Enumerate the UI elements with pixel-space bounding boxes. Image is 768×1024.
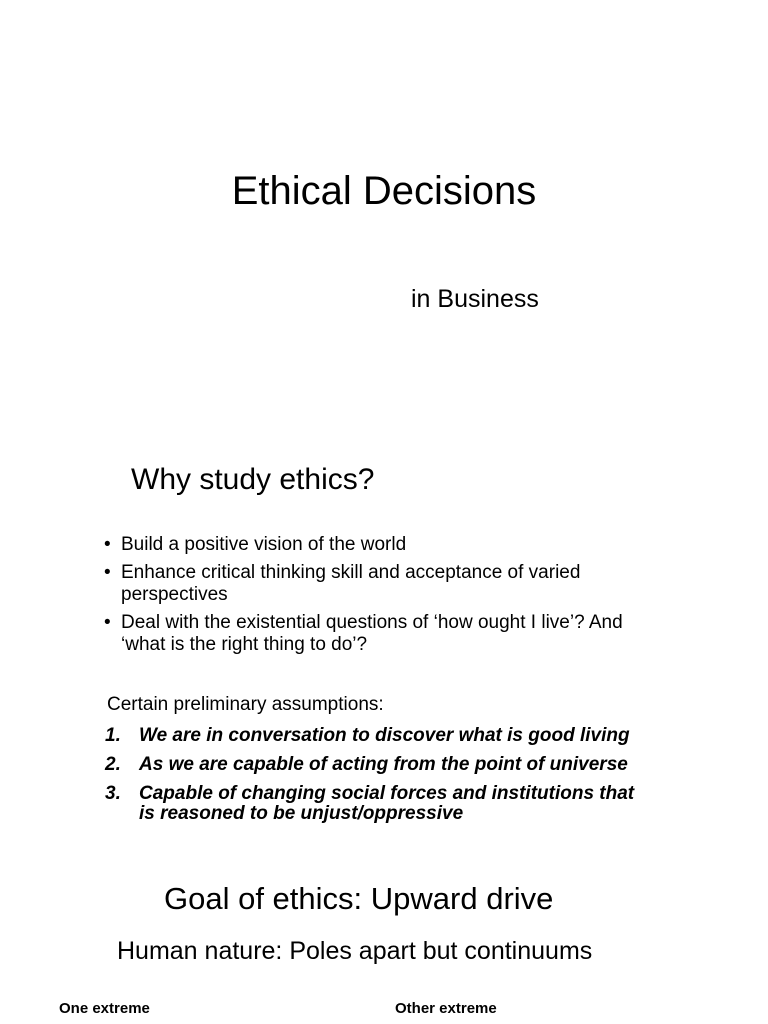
reasons-bullet-list — [104, 534, 664, 662]
numbered-item — [105, 755, 685, 775]
bullet-item — [104, 534, 664, 556]
slide-title: Ethical Decisions — [231, 169, 537, 213]
column-label-one-extreme: One extreme — [59, 1000, 150, 1017]
item-text: We are in conversation to discover what is good living — [139, 725, 630, 746]
section-heading-goal-of-ethics: Goal of ethics: Upward drive — [164, 881, 554, 916]
numbered-item — [105, 726, 685, 746]
item-number: 1. — [105, 725, 121, 746]
bullet-marker: • — [104, 612, 111, 633]
bullet-marker: • — [104, 534, 111, 555]
section-subheading: Human nature: Poles apart but continuums — [117, 937, 593, 965]
slide-subtitle: in Business — [411, 285, 539, 313]
bullet-text: Enhance critical thinking skill and acceptance of varied perspectives — [121, 562, 581, 605]
item-text: As we are capable of acting from the point of universe — [139, 754, 628, 775]
bullet-text: Build a positive vision of the world — [121, 534, 407, 555]
column-label-other-extreme: Other extreme — [395, 1000, 497, 1017]
item-number: 2. — [105, 754, 121, 775]
assumptions-numbered-list — [105, 726, 685, 833]
numbered-item — [105, 784, 685, 824]
bullet-text: Deal with the existential questions of ‘how ought I live’? And ‘what is the right thing to do’? — [121, 612, 623, 655]
bullet-item — [104, 562, 664, 606]
section-heading-why-study-ethics: Why study ethics? — [131, 463, 375, 496]
item-number: 3. — [105, 783, 121, 804]
bullet-item — [104, 612, 664, 656]
assumptions-label: Certain preliminary assumptions: — [107, 694, 384, 715]
item-text: Capable of changing social forces and institutions that is reasoned to be unjust/oppressive — [139, 783, 635, 824]
bullet-marker: • — [104, 562, 111, 583]
